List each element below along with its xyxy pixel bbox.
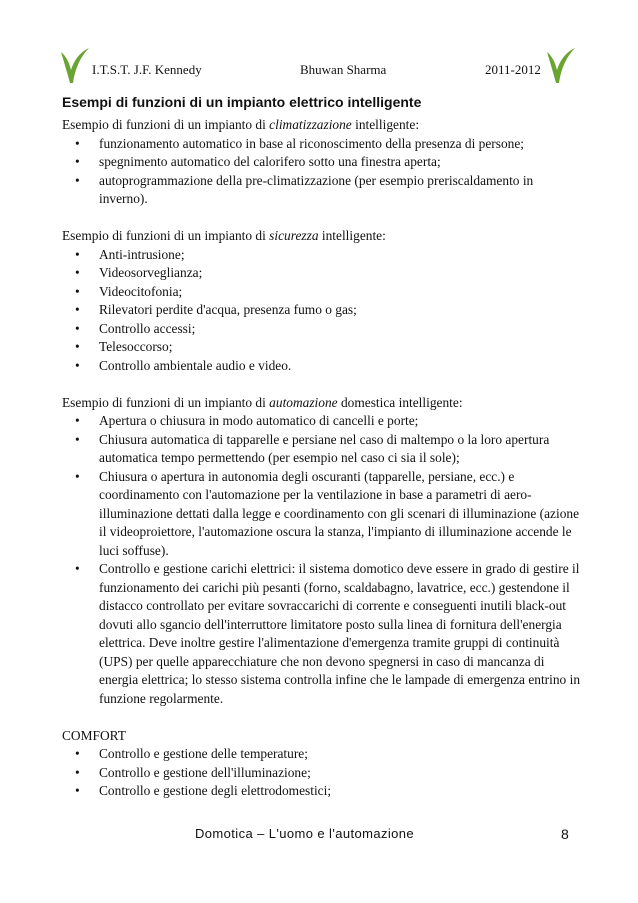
bullet-icon: • <box>75 746 80 761</box>
list-item-text: Videosorveglianza; <box>99 265 203 280</box>
list-item-text: Controllo ambientale audio e video. <box>99 357 292 373</box>
bullet-icon: • <box>75 320 80 336</box>
list-item <box>62 764 582 783</box>
list-item-text: Apertura o chiusura in modo automatico di cancelli e porte; <box>99 413 419 428</box>
bullet-list <box>62 135 582 209</box>
list-item <box>62 320 582 339</box>
list-item <box>62 745 582 764</box>
list-item <box>62 560 582 708</box>
list-item <box>62 172 582 209</box>
section <box>62 116 582 209</box>
list-item <box>62 357 582 376</box>
section-intro <box>62 394 582 413</box>
page-title: Esempi di funzioni di un impianto elettrico intelligente <box>62 94 422 110</box>
section-intro-text: Esempio di funzioni di un impianto di <box>62 394 270 410</box>
section-intro-suffix: intelligente: <box>318 228 386 243</box>
list-item <box>62 246 582 265</box>
leaf-check-icon <box>547 46 575 84</box>
list-item-text: funzionamento automatico in base al riconoscimento della presenza di persone; <box>99 135 525 151</box>
bullet-icon: • <box>75 764 80 780</box>
bullet-icon: • <box>75 413 80 428</box>
bullet-list <box>62 412 582 708</box>
bullet-icon: • <box>75 431 80 447</box>
bullet-icon: • <box>75 172 80 188</box>
list-item <box>62 412 582 431</box>
section-intro-emphasis: sicurezza <box>269 228 319 243</box>
list-item-text: Controllo e gestione carichi elettrici: il sistema domotico deve essere in grado di gestire il funzionamento dei carichi più pesanti (forno, scaldabagno, lavatrice, ecc.) gestendone il distacco controllato per evitare sovraccarichi di corrente e conseguenti inutili black-out dovuti allo sgancio dell'interruttore limitatore posto sulla linea di fornitura dell'energia elettrica. Deve inoltre gestire l'alimentazione d'emergenza tramite gruppi di continuità (UPS) per quelle apparecchiature che non devono spegnersi in caso di mancanza di energia elettrica; lo stesso sistema controlla infine che le lampade di emergenza entrino in funzione regolarmente. <box>99 561 581 706</box>
bullet-icon: • <box>75 283 80 299</box>
header-year: 2011-2012 <box>485 62 541 77</box>
list-item <box>62 283 582 302</box>
section <box>62 394 582 709</box>
bullet-icon: • <box>75 339 80 354</box>
leaf-check-icon <box>61 46 89 84</box>
list-item-text: Chiusura o apertura in autonomia degli oscuranti (tapparelle, persiane, ecc.) e coordinamento con l'automazione per la ventilazione in base a parametri di aero-illuminazione dettati dalla legge e coordinamento con gli scenari di illuminazione (azione il videoproiettore, l'automazione oscura la stanza, l'impianto di illuminazione accende le luci soffuse). <box>99 468 580 558</box>
section-intro-emphasis: climatizzazione <box>269 117 352 132</box>
list-item-text: Chiusura automatica di tapparelle e persiane nel caso di maltempo o la loro apertura automatica tempo permettendo (per esempio nel caso ci sia il sole); <box>99 431 550 465</box>
bullet-icon: • <box>75 302 80 317</box>
footer-title: Domotica – L'uomo e l'automazione <box>195 826 415 841</box>
bullet-icon: • <box>75 357 80 373</box>
section-intro-text: COMFORT <box>62 727 126 743</box>
bullet-list <box>62 246 582 376</box>
section-intro-emphasis: automazione <box>269 394 338 410</box>
bullet-list <box>62 745 582 801</box>
page-number: 8 <box>561 826 569 842</box>
list-item-text: Controllo e gestione degli elettrodomestici; <box>99 783 332 798</box>
section-intro-suffix: domestica intelligente: <box>337 394 463 410</box>
section-intro-text: Esempio di funzioni di un impianto di <box>62 228 270 243</box>
section-intro-suffix: intelligente: <box>351 117 420 132</box>
list-item <box>62 301 582 320</box>
section-spacer <box>62 708 582 727</box>
section-spacer <box>62 375 582 394</box>
section <box>62 727 582 801</box>
list-item-text: Controllo accessi; <box>99 320 196 336</box>
section-intro-text: Esempio di funzioni di un impianto di <box>62 117 270 132</box>
list-item-text: Videocitofonia; <box>99 283 183 299</box>
section-intro <box>62 116 582 135</box>
section-intro <box>62 227 582 246</box>
list-item <box>62 135 582 154</box>
bullet-icon: • <box>75 561 80 576</box>
list-item <box>62 153 582 172</box>
list-item-text: Telesoccorso; <box>99 339 173 354</box>
list-item-text: spegnimento automatico del calorifero sotto una finestra aperta; <box>99 154 441 169</box>
list-item <box>62 338 582 357</box>
bullet-icon: • <box>75 783 80 798</box>
header-author: Bhuwan Sharma <box>300 62 387 77</box>
list-item <box>62 782 582 801</box>
list-item-text: Anti-intrusione; <box>99 246 185 262</box>
list-item <box>62 431 582 468</box>
bullet-icon: • <box>75 468 80 484</box>
section <box>62 227 582 375</box>
list-item-text: Controllo e gestione delle temperature; <box>99 746 308 761</box>
list-item <box>62 264 582 283</box>
header-school: I.T.S.T. J.F. Kennedy <box>92 62 202 77</box>
list-item-text: autoprogrammazione della pre-climatizzazione (per esempio preriscaldamento in inverno). <box>99 172 534 206</box>
bullet-icon: • <box>75 154 80 169</box>
bullet-icon: • <box>75 265 80 280</box>
document-body <box>62 116 582 801</box>
list-item <box>62 468 582 561</box>
bullet-icon: • <box>75 135 80 151</box>
bullet-icon: • <box>75 246 80 262</box>
list-item-text: Controllo e gestione dell'illuminazione; <box>99 764 311 780</box>
section-intro <box>62 727 582 746</box>
list-item-text: Rilevatori perdite d'acqua, presenza fumo o gas; <box>99 302 357 317</box>
section-spacer <box>62 209 582 228</box>
